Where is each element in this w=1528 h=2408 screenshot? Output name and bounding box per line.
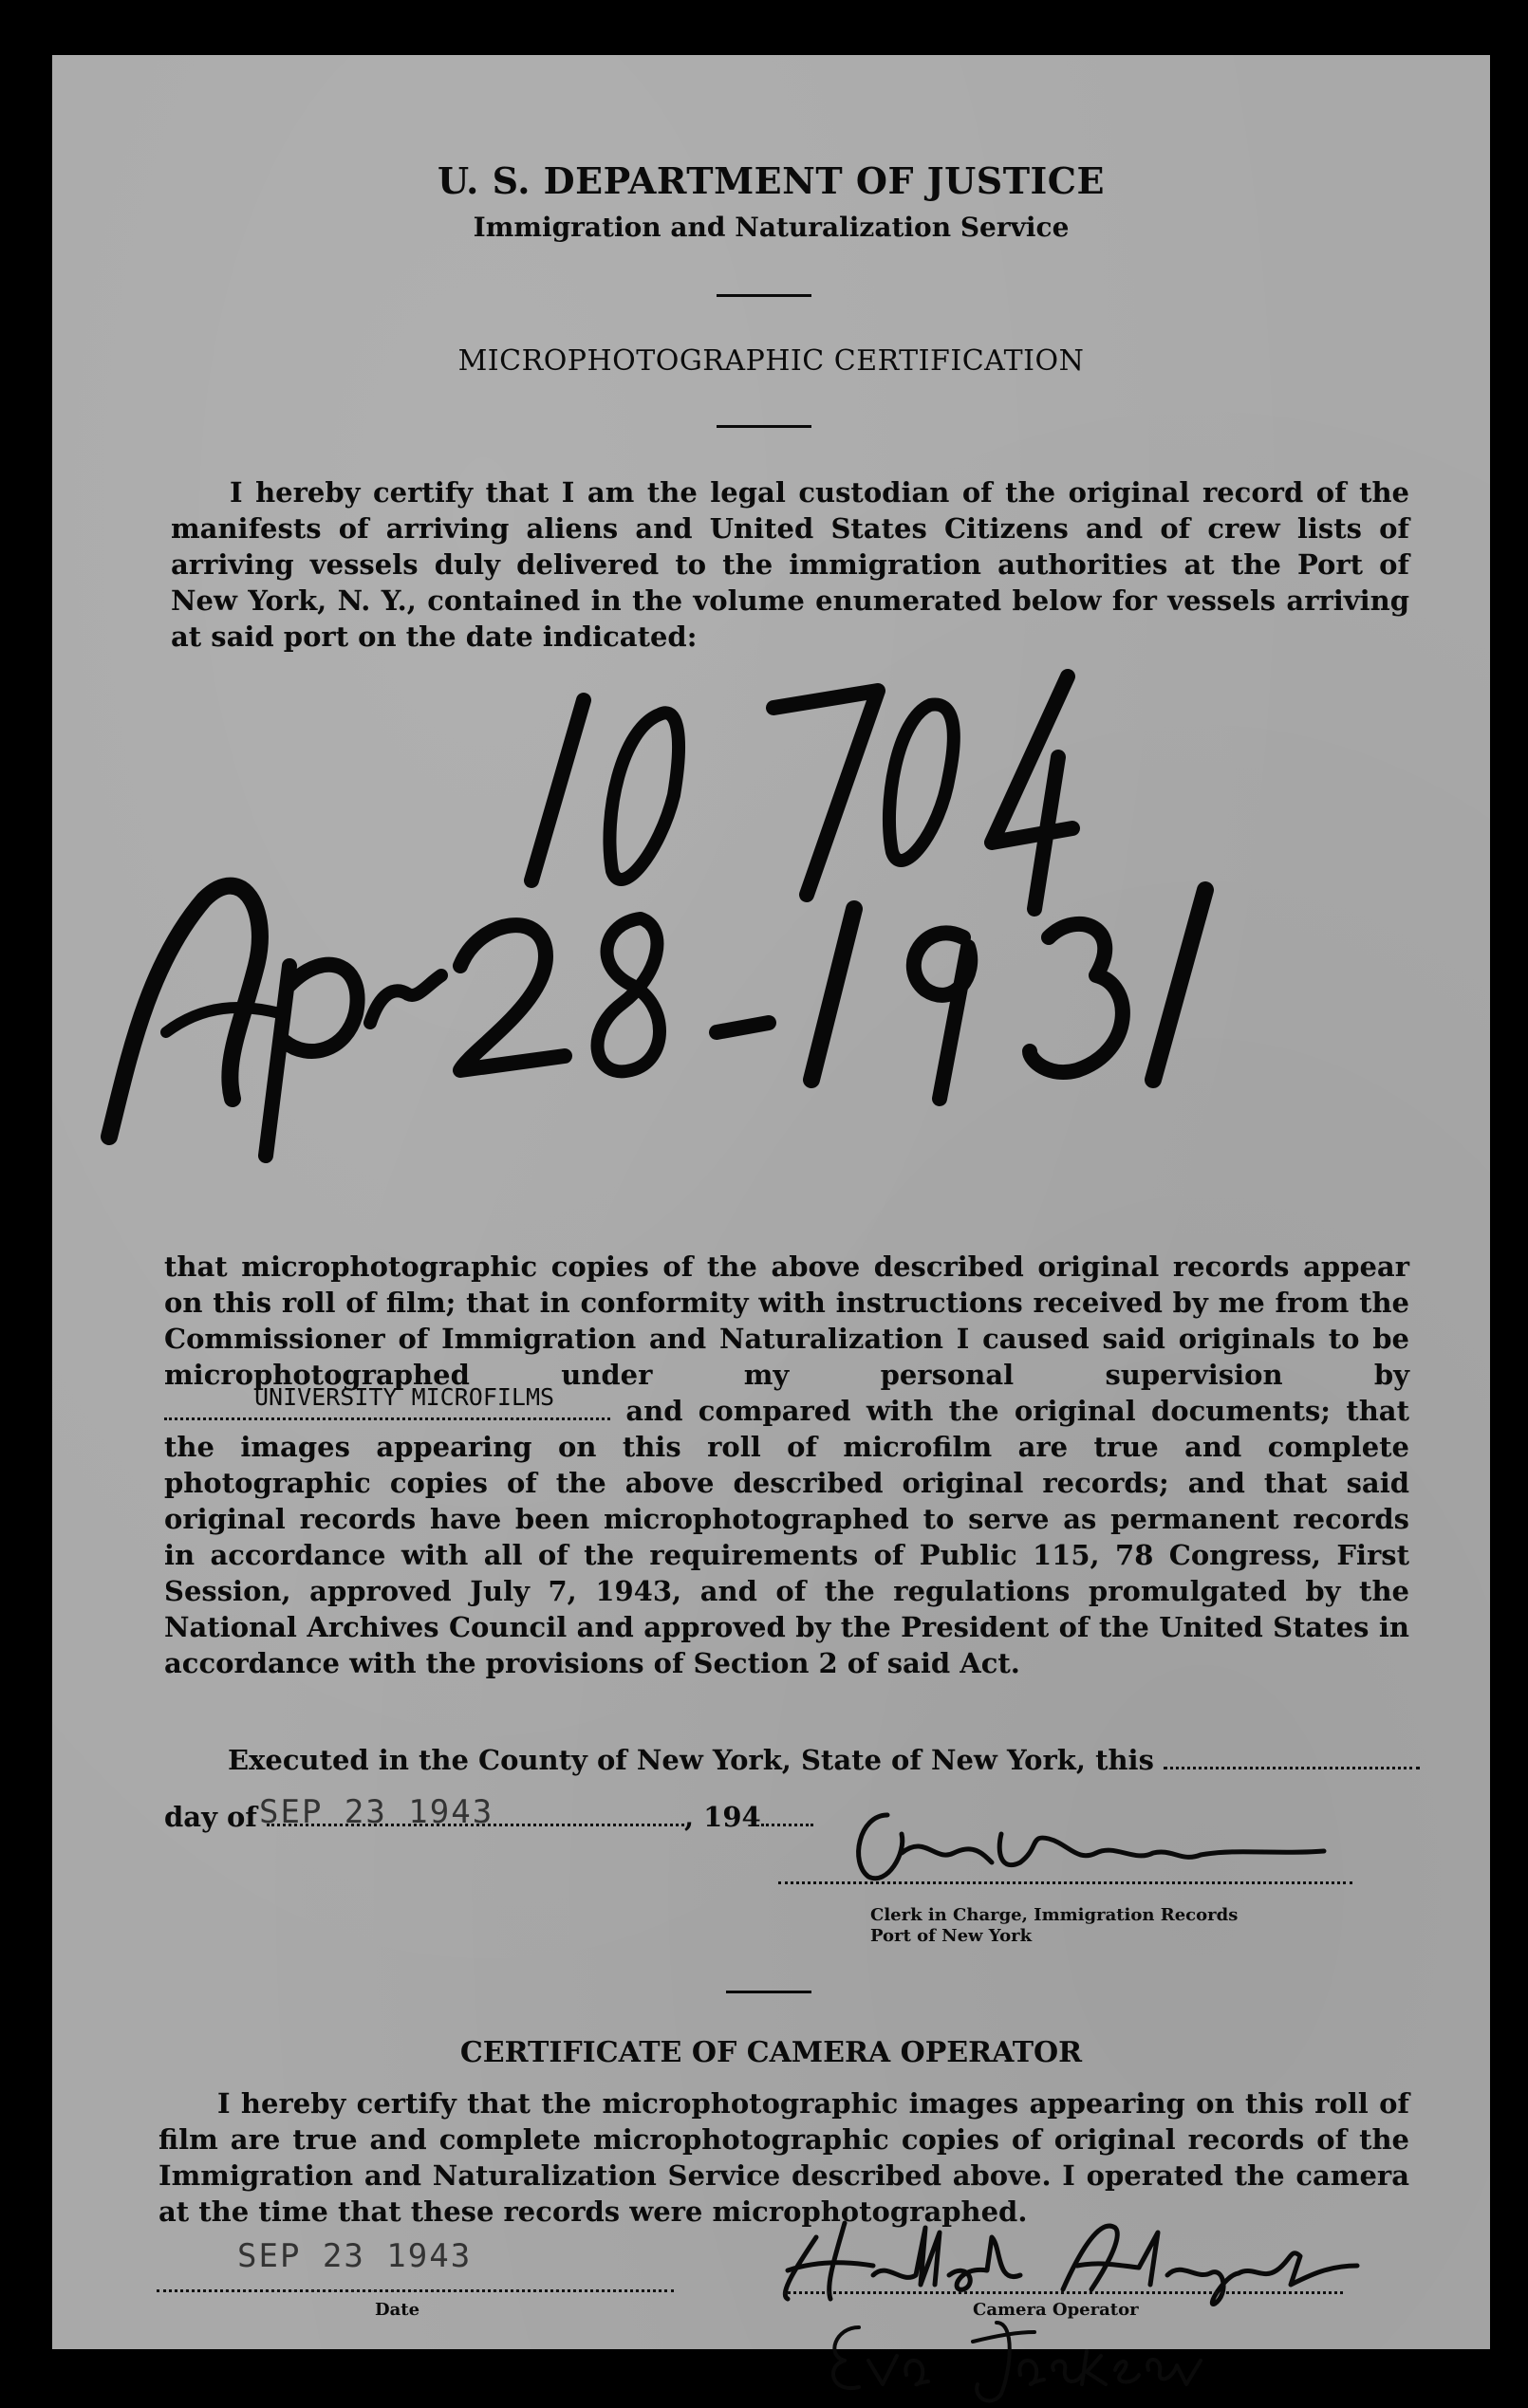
divider	[717, 425, 811, 428]
date-line	[157, 2289, 674, 2292]
divider	[726, 1991, 811, 1993]
body-text-part1: that microphotographic copies of the above described original records appear on this roll of film; that in conformity with instructions received by me from the Commissioner of Immigration and Naturalization I caused said originals to be microphotographed under my personal supervision by	[164, 1250, 1409, 1391]
clerk-signature-line	[778, 1881, 1352, 1884]
divider	[717, 294, 811, 297]
handwritten-volume	[52, 624, 1490, 1213]
clerk-title-line2: Port of New York	[870, 1926, 1033, 1946]
day-of-label: day of	[164, 1801, 257, 1833]
clerk-title	[870, 1905, 1238, 1947]
intro-text: I hereby certify that I am the legal custodian of the original record of the manifests of arriving aliens and United States Citizens and of crew lists of arriving vessels duly delivered to the immigration authorities at the Port of New York, N. Y., contained in the volume enumerated below for vessels arriving at said port on the date indicated:	[171, 476, 1409, 653]
body-paragraph	[164, 1249, 1409, 1681]
operator-date-stamp: SEP 23 1943	[237, 2237, 473, 2275]
year-prefix: , 194	[683, 1801, 761, 1833]
clerk-title-line1: Clerk in Charge, Immigration Records	[870, 1905, 1239, 1925]
executed-blank	[1164, 1742, 1420, 1769]
operator-signature	[759, 2209, 1367, 2313]
operator-signature-line	[783, 2291, 1343, 2294]
camera-operator-heading: CERTIFICATE OF CAMERA OPERATOR	[459, 2036, 1083, 2069]
clerk-date-stamp: SEP 23 1943	[259, 1793, 494, 1831]
year-blank	[761, 1799, 813, 1826]
certification-heading: MICROPHOTOGRAPHIC CERTIFICATION	[457, 344, 1085, 378]
service-subtitle: Immigration and Naturalization Service	[473, 212, 1070, 243]
second-signature	[816, 2304, 1215, 2408]
executed-line	[228, 1742, 1420, 1776]
microfilmer-line	[164, 1383, 610, 1420]
microfilmer-name: UNIVERSITY MICROFILMS	[254, 1383, 555, 1411]
clerk-signature	[811, 1796, 1343, 1900]
department-title: U. S. DEPARTMENT OF JUSTICE	[438, 159, 1105, 202]
body-text-part2: and compared with the original documents; that the images appearing on this roll of microfilm are true and complete photographic copies of the above described original records; and that said original records have been microphotographed to serve as permanent records in accordance with all of the requirements of Public 115, 78 Congress, First Session, approved July 7, 1943, and of the regulations promulgated by the National Archives Council and approved by the President of the United States in accordance with the provisions of Section 2 of said Act.	[164, 1395, 1409, 1679]
certificate-page	[52, 55, 1490, 2349]
date-label: Date	[375, 2300, 420, 2320]
operator-label: Camera Operator	[973, 2300, 1139, 2320]
camera-operator-text: I hereby certify that the microphotographic images appearing on this roll of film are true and complete microphotographic copies of original records of the Immigration and Naturalization Service described above. I operated the camera at the time that these records were microphotographed.	[158, 2087, 1409, 2228]
executed-text: Executed in the County of New York, State of New York, this	[228, 1744, 1154, 1776]
